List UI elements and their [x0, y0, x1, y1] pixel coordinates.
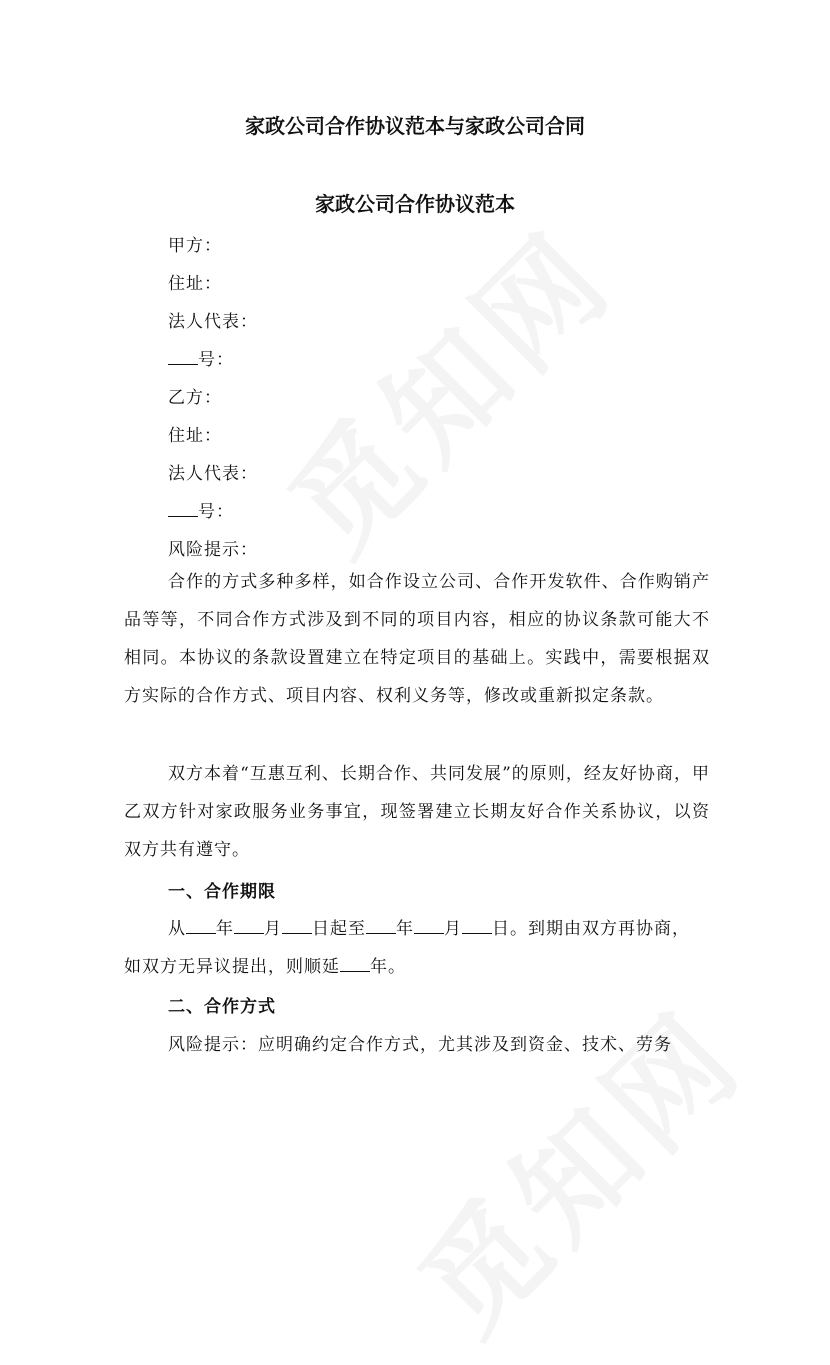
text: 年	[396, 919, 414, 939]
representative-b-label: 法人代表：	[168, 464, 258, 484]
watermark	[376, 967, 773, 1364]
blank-field	[462, 917, 492, 934]
blank-field	[282, 917, 312, 934]
paragraph-cooperation-methods: 合作的方式多种多样，如合作设立公司、合作开发软件、合作购销产品等等，不同合作方式涉及到不同的项目内容，相应的协议条款可能大不相同。本协议的条款设置建立在特定项目的基础上。实践中，需要根据双方实际的合作方式、项目内容、权利义务等，修改或重新拟定条款。	[124, 572, 710, 706]
section1-title: 一、合作期限	[168, 882, 276, 902]
section2-title: 二、合作方式	[168, 997, 276, 1017]
id-b-label: 号：	[198, 502, 234, 522]
main-title: 家政公司合作协议范本与家政公司合同	[245, 114, 585, 138]
address-b-label: 住址：	[168, 426, 222, 446]
section1-line1	[168, 914, 690, 939]
text: 月	[444, 919, 462, 939]
blank-field	[234, 917, 264, 934]
text: 从	[168, 919, 186, 939]
text: 如双方无异议提出，则顺延	[124, 957, 340, 977]
id-a-line	[168, 345, 234, 370]
party-a-label: 甲方：	[168, 236, 222, 256]
watermark	[246, 187, 643, 584]
text: 日。到期由双方再协商，	[492, 919, 690, 939]
party-b-label: 乙方：	[168, 388, 222, 408]
text: 年	[216, 919, 234, 939]
text: 年。	[370, 957, 406, 977]
blank-field	[340, 955, 370, 972]
blank-field	[366, 917, 396, 934]
paragraph-principles: 双方本着“互惠互利、长期合作、共同发展”的原则，经友好协商，甲乙双方针对家政服务业务事宜，现签署建立长期友好合作关系协议，以资双方共有遵守。	[124, 764, 710, 860]
text: 月	[264, 919, 282, 939]
blank-field	[168, 348, 198, 365]
id-b-line	[168, 497, 234, 522]
blank-field	[186, 917, 216, 934]
sub-title: 家政公司合作协议范本	[315, 192, 515, 216]
address-a-label: 住址：	[168, 274, 222, 294]
section1-line2	[124, 952, 406, 977]
blank-field	[168, 500, 198, 517]
section2-risk: 风险提示：应明确约定合作方式，尤其涉及到资金、技术、劳务	[168, 1035, 672, 1055]
text: 日起至	[312, 919, 366, 939]
risk-label: 风险提示：	[168, 540, 258, 560]
blank-field	[414, 917, 444, 934]
representative-a-label: 法人代表：	[168, 312, 258, 332]
id-a-label: 号：	[198, 350, 234, 370]
